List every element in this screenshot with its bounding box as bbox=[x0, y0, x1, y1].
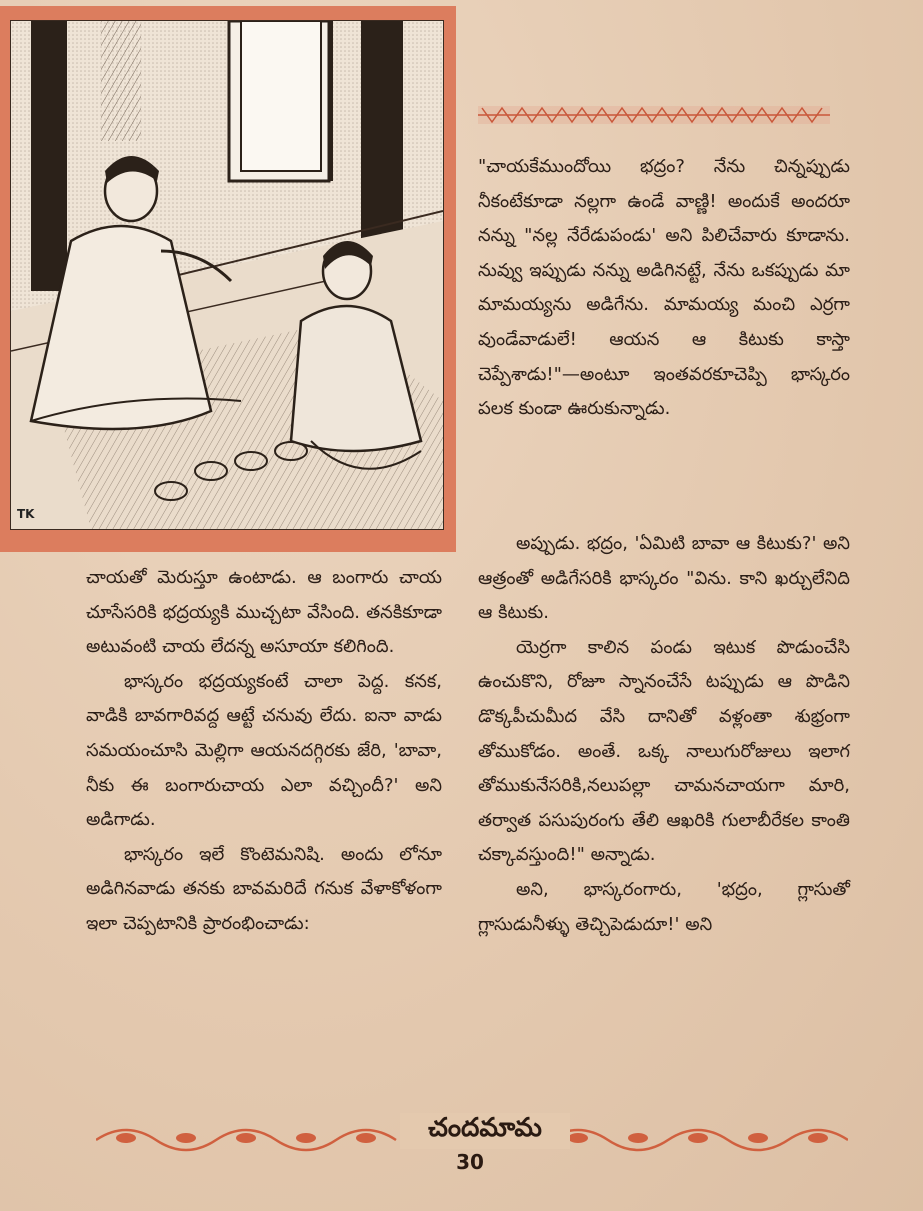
illustration-frame bbox=[10, 20, 444, 530]
paragraph: చాయతో మెరుస్తూ ఉంటాడు. ఆ బంగారు చాయ చూసేసరికి భద్రయ్యకి ముచ్చటా వేసింది. తనకికూడా అటువంటి చాయ లేదన్న అసూయా కలిగింది. bbox=[86, 567, 442, 658]
paragraph: యెర్రగా కాలిన పండు ఇటుక పొడుంచేసి ఉంచుకొని, రోజూ స్నానంచేసే టప్పుడు ఆ పొడిని డొక్కపీచుమీద వేసి దానితో వళ్లంతా శుభ్రంగా తోముకోడం. అంతే. ఒక్క నాలుగురోజులు ఇలాగ తోముకునేసరికి,నలుపల్లా చామనచాయగా మారి, తర్వాత పసుపురంగు తేలి ఆఖరికి గులాబీరేకల కాంతి చక్కావస్తుంది!" అన్నాడు. bbox=[478, 636, 850, 866]
text-column-right-top bbox=[478, 150, 850, 427]
story-illustration bbox=[0, 6, 456, 552]
text-column-left bbox=[86, 561, 442, 942]
paragraph: అని, భాస్కరంగారు, 'భద్రం, గ్లాసుతో గ్లాసుడునీళ్ళు తెచ్చిపెడుదూ!' అని bbox=[478, 878, 850, 935]
text-column-right-bottom bbox=[478, 527, 850, 942]
paragraph: అప్పుడు. భద్రం, 'ఏమిటి బావా ఆ కిటుకు?' అని ఆత్రంతో అడిగేసరికి భాస్కరం "విను. కాని ఖర్చులేనిది ఆ కిటుకు. bbox=[478, 533, 850, 624]
paragraph: భాస్కరం భద్రయ్యకంటే చాలా పెద్ద. కనక, వాడికి బావగారివద్ద ఆట్టే చనువు లేదు. ఐనా వాడు సమయంచూసి మెల్లిగా ఆయనదగ్గిరకు జేరి, 'బావా, నీకు ఈ బంగారుచాయ ఎలా వచ్చిందీ?' అని అడిగాడు. bbox=[86, 670, 442, 831]
artist-signature: TK bbox=[17, 507, 35, 521]
magazine-title: చందమామ bbox=[400, 1113, 570, 1149]
decorative-border-top bbox=[478, 100, 830, 130]
illustration-drawing bbox=[11, 21, 443, 529]
paragraph: "చాయకేముందోయి భద్రం? నేను చిన్నప్పుడు నీకంటేకూడా నల్లగా ఉండే వాణ్ణి! అందుకే అందరూ నన్ను "నల్ల నేరేడుపండు' అని పిలిచేవారు కూడాను. నువ్వు ఇప్పుడు నన్ను అడిగినట్టే, నేను ఒకప్పుడు మా మామయ్యను అడిగేను. మామయ్య మంచి ఎర్రగా వుండేవాడులే! ఆయన ఆ కిటుకు కాస్తా చెప్పేశాడు!"—అంటూ ఇంతవరకూచెప్పి భాస్కరం పలక కుండా ఊరుకున్నాడు. bbox=[478, 156, 850, 420]
paragraph: భాస్కరం ఇలే కొంటెమనిషి. అందు లోనూ అడిగినవాడు తనకు బావమరిదే గనుక వేళాకోళంగా ఇలా చెప్పటానికి ప్రారంభించాడు: bbox=[86, 843, 442, 934]
page-number: 30 bbox=[456, 1150, 484, 1174]
